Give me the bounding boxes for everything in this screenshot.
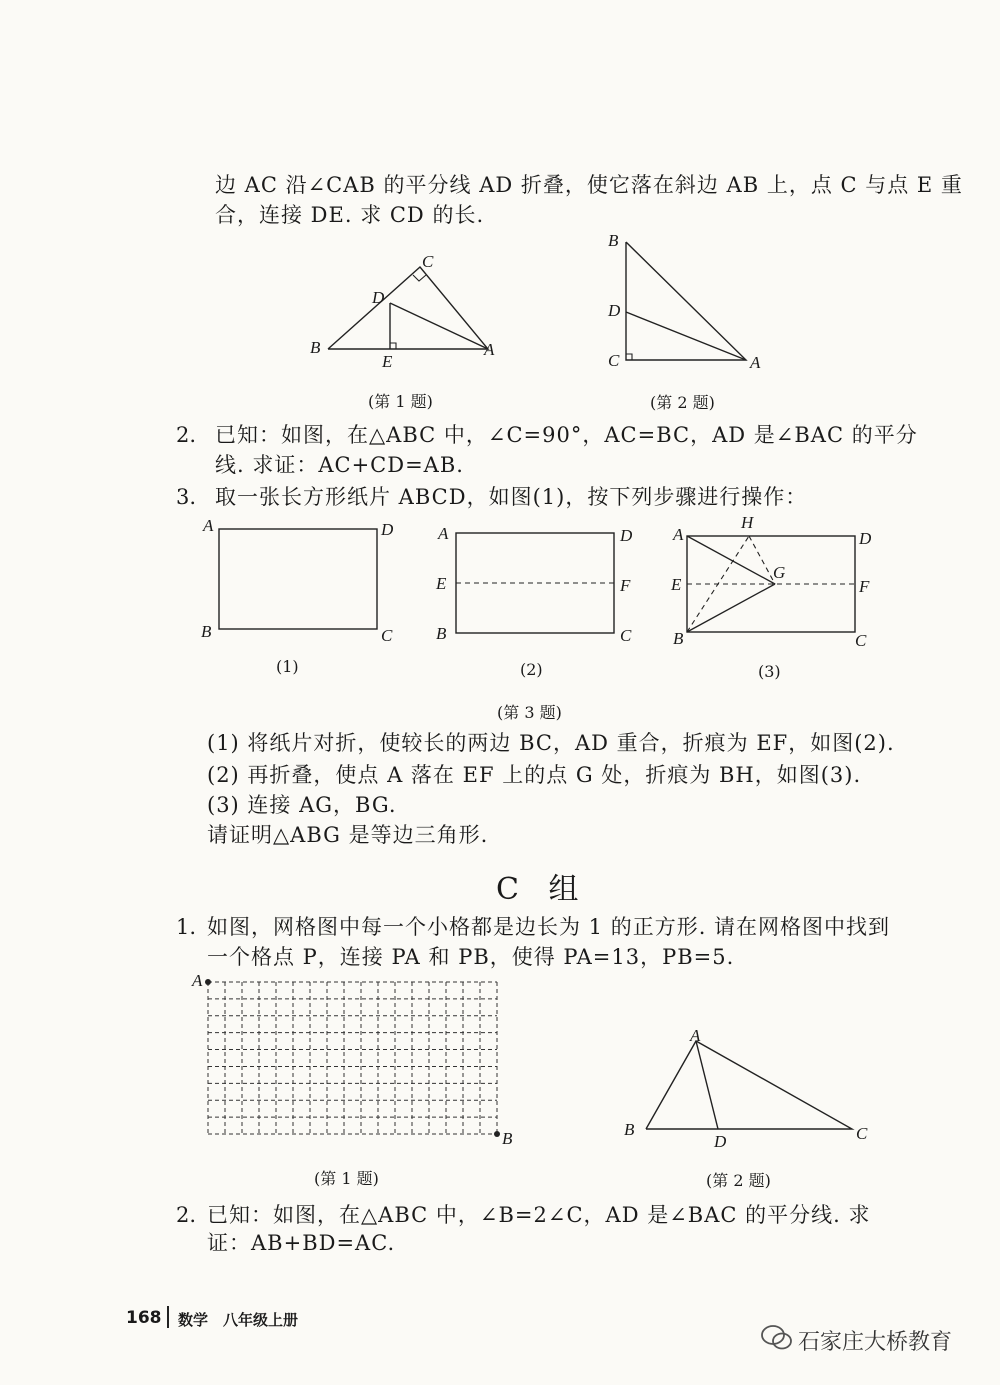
q3f3-label-E: E xyxy=(671,575,682,594)
q3f3-label-C: C xyxy=(855,631,867,650)
fig1-label-A: A xyxy=(484,340,495,359)
q3-number: 3. xyxy=(176,485,197,509)
q2-line-1: 已知：如图，在△ABC 中，∠C=90°，AC=BC，AD 是∠BAC 的平分 xyxy=(215,423,918,447)
figure-2 xyxy=(600,230,780,380)
q3f2-label-C: C xyxy=(620,626,632,645)
book-title: 数学 八年级上册 xyxy=(178,1311,299,1329)
section-c-heading: C 组 xyxy=(496,872,589,907)
c2-line-2: 证：AB+BD=AC. xyxy=(207,1231,396,1255)
wechat-icon xyxy=(760,1323,794,1353)
q3f3-label-H: H xyxy=(741,513,754,532)
q3-sub-caption-1: (1) xyxy=(276,657,299,676)
c1-line-1: 如图，网格图中每一个小格都是边长为 1 的正方形. 请在网格图中找到 xyxy=(207,915,891,939)
q3f3-label-F: F xyxy=(859,577,870,596)
c1-number: 1. xyxy=(176,915,197,939)
c1-line-2: 一个格点 P，连接 PA 和 PB，使得 PA=13，PB=5. xyxy=(207,945,735,969)
fig2-caption: (第 2 题) xyxy=(650,393,715,412)
q3-figure-2 xyxy=(430,515,650,645)
c2-label-D: D xyxy=(714,1132,727,1151)
q3f1-label-D: D xyxy=(381,520,394,539)
c2-label-C: C xyxy=(856,1124,868,1143)
q3f1-label-B: B xyxy=(201,622,212,641)
q3f2-label-D: D xyxy=(620,526,633,545)
q3f1-label-C: C xyxy=(381,626,393,645)
fig1-caption: (第 1 题) xyxy=(368,392,433,411)
q2-number: 2. xyxy=(176,423,197,447)
q3-line-1: 取一张长方形纸片 ABCD，如图(1)，按下列步骤进行操作： xyxy=(215,485,808,509)
q3f3-label-G: G xyxy=(773,563,786,582)
q3f2-label-E: E xyxy=(436,574,447,593)
fig2-label-D: D xyxy=(608,301,621,320)
c1-label-B: B xyxy=(502,1129,513,1148)
fig1-label-E: E xyxy=(382,352,393,371)
c2-caption: (第 2 题) xyxy=(706,1171,771,1190)
q3f2-label-F: F xyxy=(620,576,631,595)
q3-sub-caption-3: (3) xyxy=(758,662,781,681)
q3f3-label-D: D xyxy=(859,529,872,548)
figure-1 xyxy=(300,245,520,375)
fig2-label-B: B xyxy=(608,231,619,250)
c2-number: 2. xyxy=(176,1203,197,1227)
footer-divider xyxy=(167,1306,169,1328)
q3f2-label-A: A xyxy=(438,524,449,543)
q3f2-label-B: B xyxy=(436,624,447,643)
fig1-label-B: B xyxy=(310,338,321,357)
q3f3-label-B: B xyxy=(673,629,684,648)
c2-label-B: B xyxy=(624,1120,635,1139)
intro-line-2: 合，连接 DE. 求 CD 的长. xyxy=(215,203,485,227)
fig1-label-C: C xyxy=(422,252,434,271)
c1-caption: (第 1 题) xyxy=(314,1169,379,1188)
watermark-text: 石家庄大桥教育 xyxy=(798,1330,953,1355)
c2-figure xyxy=(620,1025,880,1155)
q3f1-label-A: A xyxy=(203,516,214,535)
q3f3-label-A: A xyxy=(673,525,684,544)
page-number: 168 xyxy=(126,1308,162,1328)
fig2-label-C: C xyxy=(608,351,620,370)
c1-label-A: A xyxy=(192,971,203,990)
fig1-label-D: D xyxy=(372,288,385,307)
q3-figure-1 xyxy=(195,515,405,645)
q3-sub-caption-2: (2) xyxy=(520,660,543,679)
c2-label-A: A xyxy=(690,1026,701,1045)
c2-line-1: 已知：如图，在△ABC 中，∠B=2∠C，AD 是∠BAC 的平分线. 求 xyxy=(207,1203,871,1227)
c1-grid-figure xyxy=(190,970,520,1150)
q3-step-1: (1) 将纸片对折，使较长的两边 BC，AD 重合，折痕为 EF，如图(2). xyxy=(207,731,895,755)
q3-step-3: (3) 连接 AG，BG. xyxy=(207,793,397,817)
fig2-label-A: A xyxy=(750,353,761,372)
q3-caption: (第 3 题) xyxy=(497,703,562,722)
q3-step-2: (2) 再折叠，使点 A 落在 EF 上的点 G 处，折痕为 BH，如图(3). xyxy=(207,763,862,787)
intro-line-1: 边 AC 沿∠CAB 的平分线 AD 折叠，使它落在斜边 AB 上，点 C 与点 E 重 xyxy=(215,173,963,197)
q3-figure-3 xyxy=(665,510,890,655)
q3-conclusion: 请证明△ABG 是等边三角形. xyxy=(207,823,489,847)
q2-line-2: 线. 求证：AC+CD=AB. xyxy=(215,453,464,477)
